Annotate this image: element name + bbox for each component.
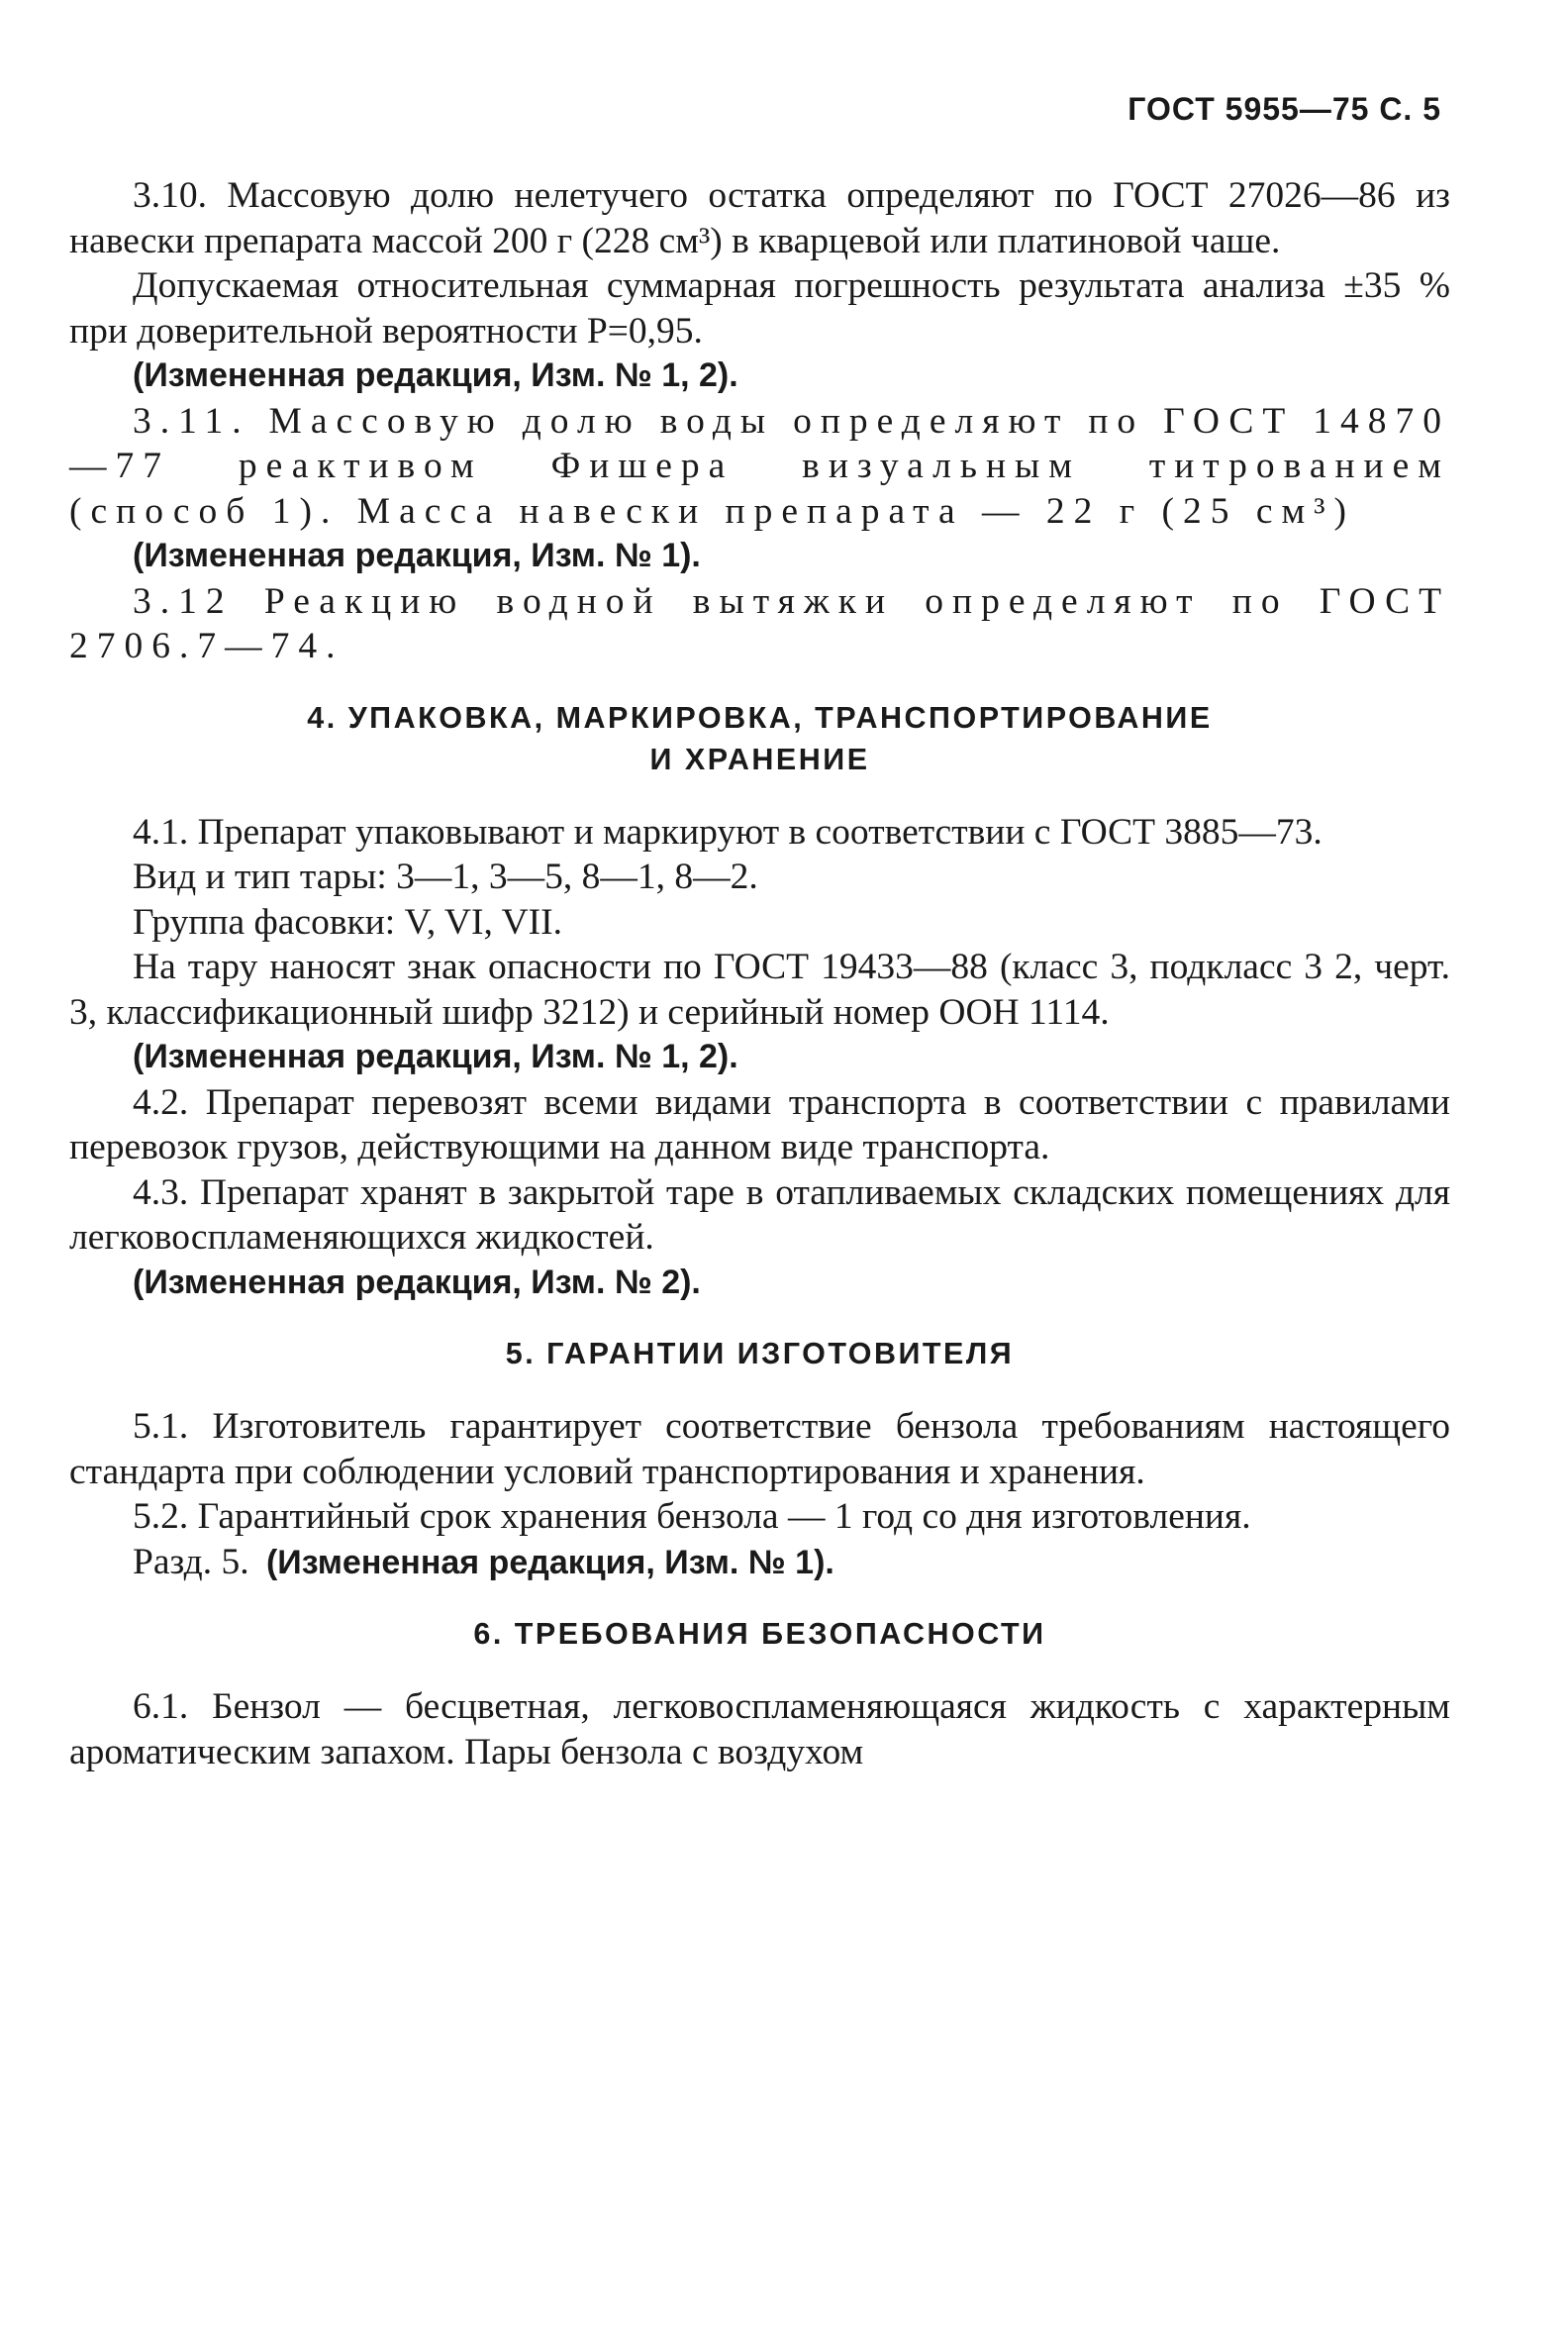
amendment-note: (Измененная редакция, Изм. № 1, 2). xyxy=(133,356,738,394)
paragraph-3-10: 3.10. Массовую долю нелетучего остатка определяют по ГОСТ 27026—86 из навески препарата массой 200 г (228 см³) в кварцевой или платиновой чаше. xyxy=(69,175,1450,261)
paragraph-3-11: 3.11. Массовую долю воды определяют по ГОСТ 14870—77 реактивом Фишера визуальным титрованием (способ 1). Масса навески препарата — 22 г (25 см³) xyxy=(69,400,1450,532)
page-content xyxy=(69,173,1450,1774)
paragraph-5-1: 5.1. Изготовитель гарантирует соответствие бензола требованиям настоящего стандарта при соблюдении условий транспортирования и хранения. xyxy=(69,1406,1450,1492)
section-4-heading: 4. УПАКОВКА, МАРКИРОВКА, ТРАНСПОРТИРОВАНИЕ xyxy=(307,700,1213,735)
paragraph-4-1: 4.1. Препарат упаковывают и маркируют в соответствии с ГОСТ 3885—73. xyxy=(133,811,1323,853)
paragraph-4-1-package: Вид и тип тары: 3—1, 3—5, 8—1, 8—2. xyxy=(133,857,758,897)
paragraph-3-10-tolerance: Допускаемая относительная суммарная погрешность результата анализа ±35 % при доверительной вероятности P=0,95. xyxy=(69,265,1450,352)
amendment-note: (Измененная редакция, Изм. № 1, 2). xyxy=(133,1038,738,1075)
amendment-note: (Измененная редакция, Изм. № 2). xyxy=(133,1263,701,1301)
amendment-note: (Измененная редакция, Изм. № 1). xyxy=(133,537,701,574)
paragraph-3-12: 3.12 Реакцию водной вытяжки определяют по ГОСТ 2706.7—74. xyxy=(69,580,1450,666)
amendment-note: (Измененная редакция, Изм. № 1). xyxy=(265,1543,834,1581)
amendment-prefix: Разд. 5. xyxy=(133,1541,249,1582)
paragraph-6-1: 6.1. Бензол — бесцветная, легковоспламеняющаяся жидкость с характерным ароматическим запахом. Пары бензола с воздухом xyxy=(69,1686,1450,1772)
paragraph-5-2: 5.2. Гарантийный срок хранения бензола — 1 год со дня изготовления. xyxy=(133,1496,1251,1537)
paragraph-4-1-group: Группа фасовки: V, VI, VII. xyxy=(133,901,562,943)
paragraph-4-1-marking: На тару наносят знак опасности по ГОСТ 19433—88 (класс 3, подкласс 3 2, черт. 3, классификационный шифр 3212) и серийный номер ООН 1114. xyxy=(69,947,1450,1033)
section-5-heading: 5. ГАРАНТИИ ИЗГОТОВИТЕЛЯ xyxy=(505,1337,1015,1370)
paragraph-4-3: 4.3. Препарат хранят в закрытой таре в отапливаемых складских помещениях для легковоспламеняющихся жидкостей. xyxy=(69,1171,1450,1258)
page-header: ГОСТ 5955—75 С. 5 xyxy=(1127,91,1441,127)
section-6-heading: 6. ТРЕБОВАНИЯ БЕЗОПАСНОСТИ xyxy=(473,1617,1046,1651)
section-5-amendment-line xyxy=(69,1540,1450,1586)
paragraph-4-2: 4.2. Препарат перевозят всеми видами транспорта в соответствии с правилами перевозок грузов, действующими на данном виде транспорта. xyxy=(69,1081,1450,1167)
section-4-heading-line2: И ХРАНЕНИЕ xyxy=(649,742,870,776)
